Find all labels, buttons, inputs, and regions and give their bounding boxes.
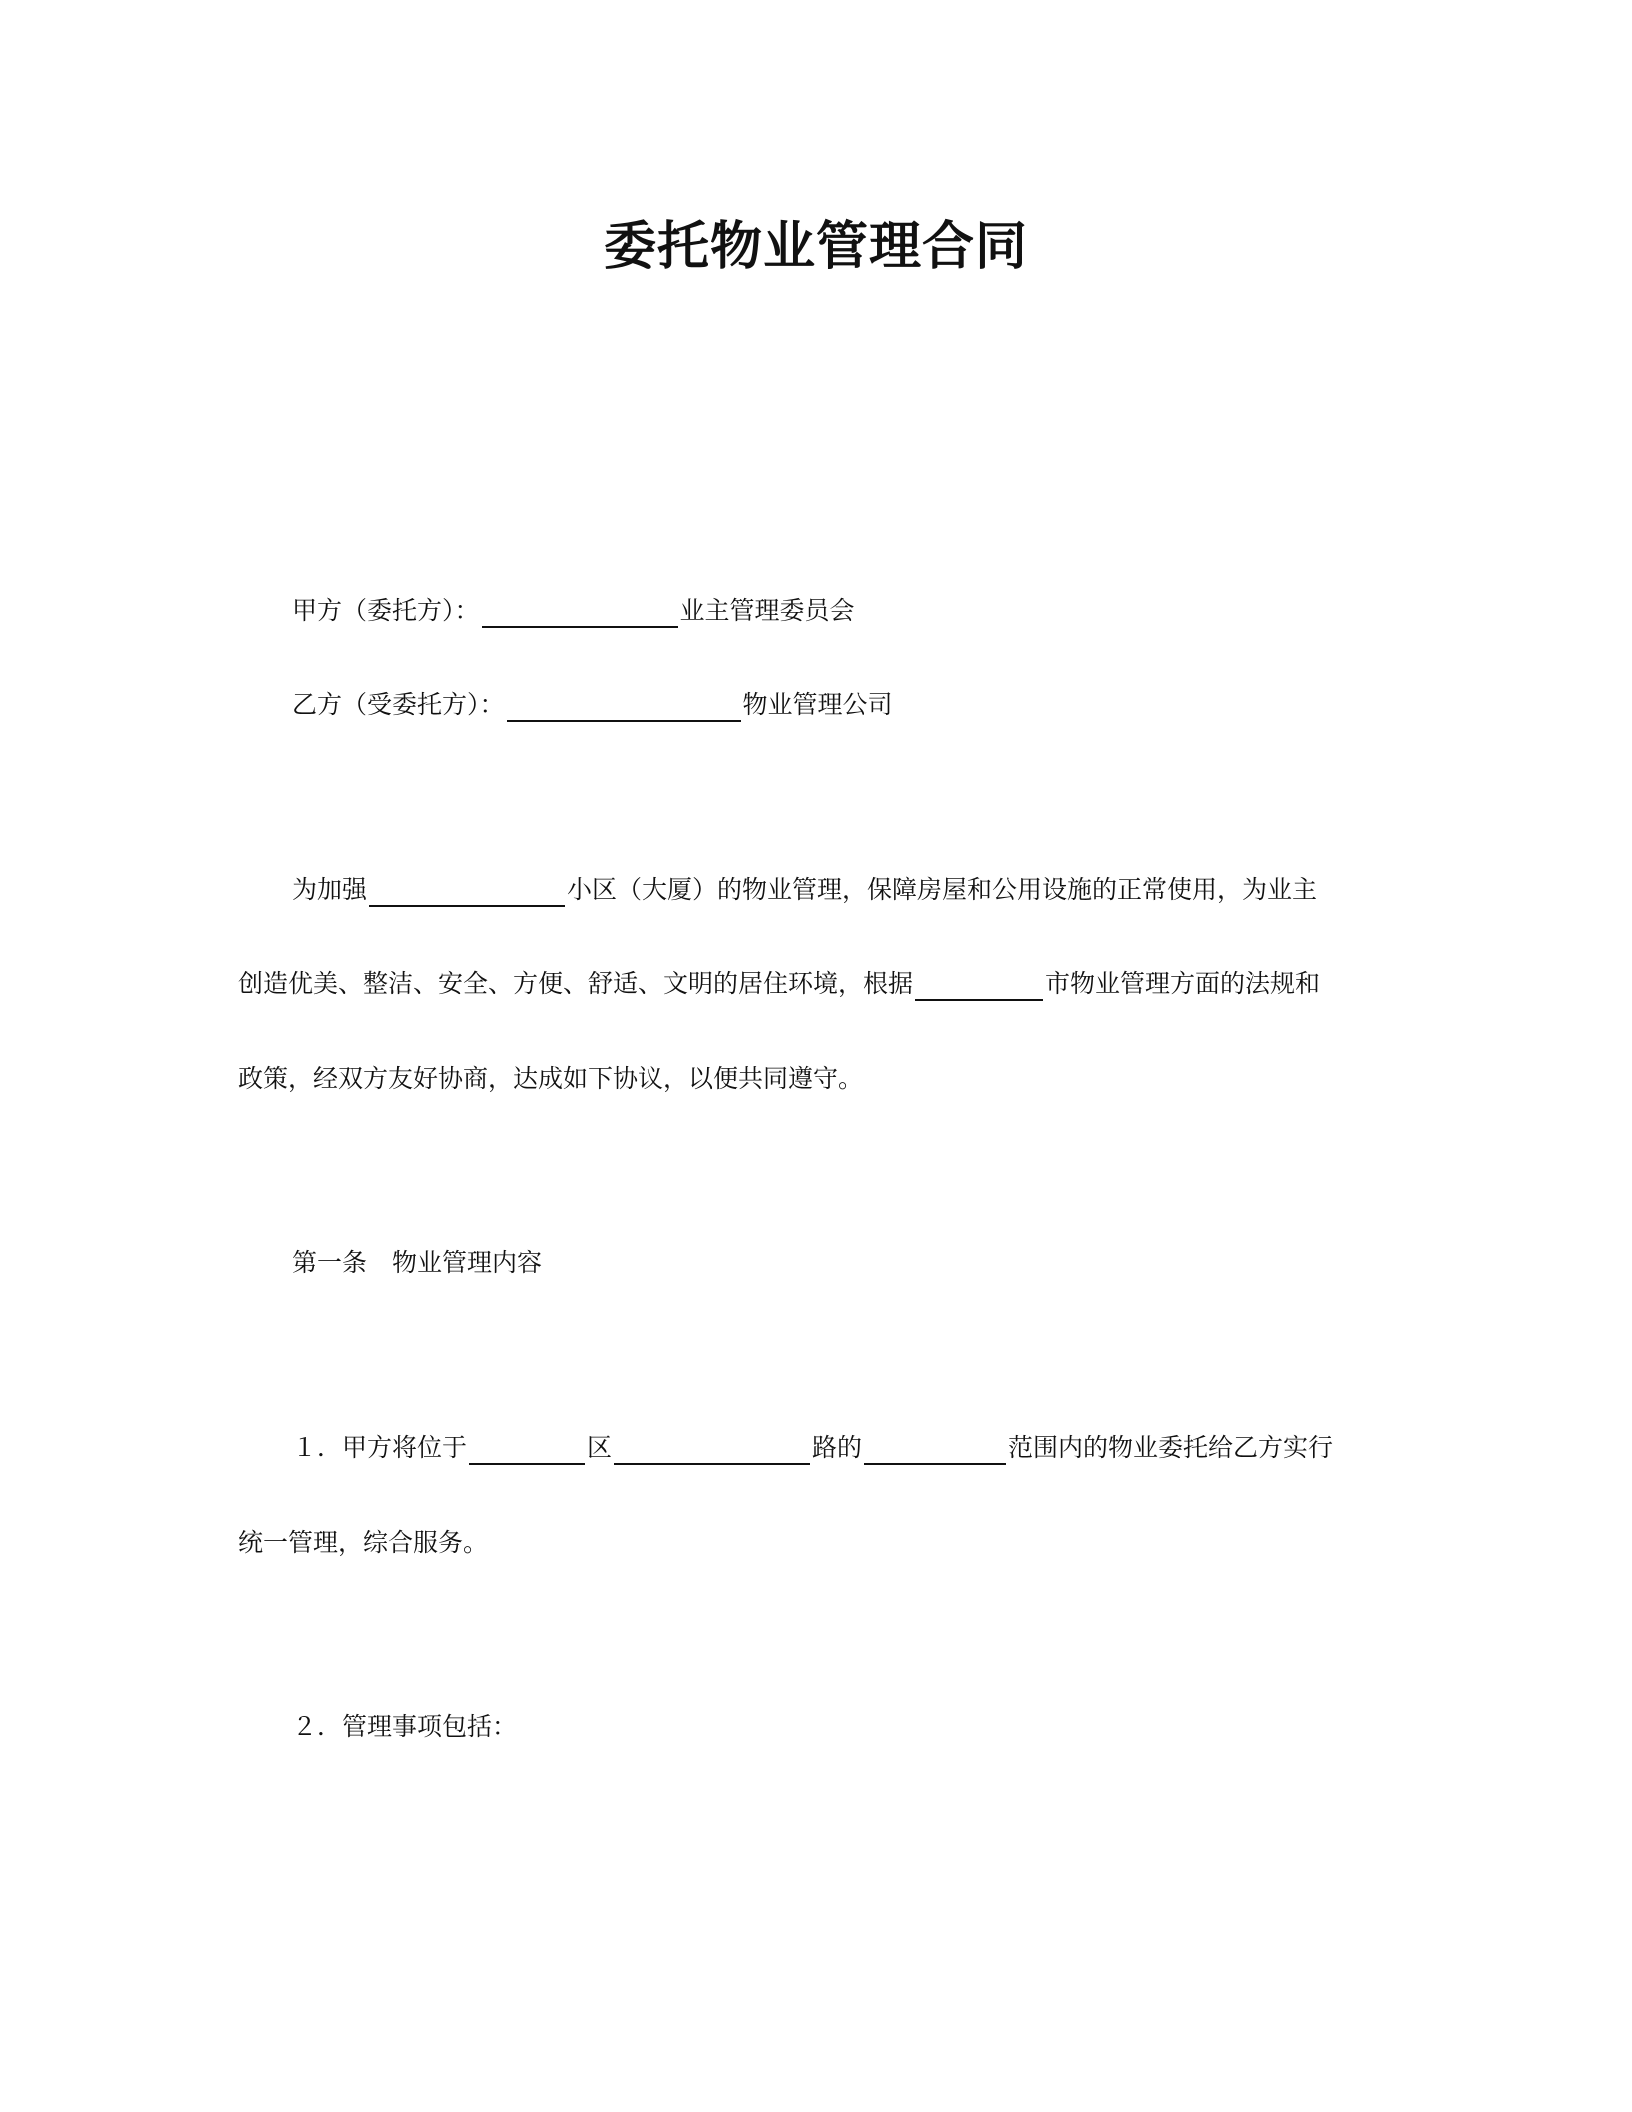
preamble-line-3: 政策，经双方友好协商，达成如下协议，以便共同遵守。	[238, 1064, 864, 1093]
city-name-blank[interactable]	[915, 973, 1043, 1001]
article-1-item-1-continued: 统一管理，综合服务。	[238, 1528, 489, 1557]
party-a-suffix: 业主管理委员会	[679, 596, 855, 625]
article-1-item-2: ２．管理事项包括：	[292, 1712, 518, 1741]
preamble-line-2-prefix: 创造优美、整洁、安全、方便、舒适、文明的居住环境，根据	[238, 969, 914, 998]
preamble-line-2-suffix: 市物业管理方面的法规和	[1045, 969, 1321, 998]
location-blank[interactable]	[469, 1437, 585, 1465]
party-b-blank[interactable]	[507, 694, 741, 722]
road-range-blank[interactable]	[864, 1437, 1006, 1465]
article-1-item-1	[292, 1431, 1333, 1465]
preamble-line-1-suffix: 小区（大厦）的物业管理，保障房屋和公用设施的正常使用，为业主	[567, 875, 1318, 904]
party-a-line	[292, 594, 855, 628]
item-1-prefix: １．甲方将位于	[292, 1433, 468, 1462]
district-blank[interactable]	[614, 1437, 810, 1465]
party-b-line	[292, 688, 893, 722]
party-a-label: 甲方（委托方）：	[292, 596, 480, 625]
document-title: 委托物业管理合同	[603, 217, 1028, 277]
article-1-heading: 第一条 物业管理内容	[292, 1248, 543, 1277]
preamble-line-2	[238, 967, 1320, 1001]
item-1-district: 区	[587, 1433, 613, 1462]
party-a-blank[interactable]	[482, 600, 678, 628]
party-b-suffix: 物业管理公司	[742, 690, 893, 719]
preamble-line-1	[292, 873, 1317, 907]
item-1-suffix: 范围内的物业委托给乙方实行	[1008, 1433, 1334, 1462]
item-1-road: 路的	[812, 1433, 863, 1462]
party-b-label: 乙方（受委托方）：	[292, 690, 505, 719]
community-name-blank[interactable]	[369, 879, 565, 907]
preamble-prefix: 为加强	[292, 875, 368, 904]
